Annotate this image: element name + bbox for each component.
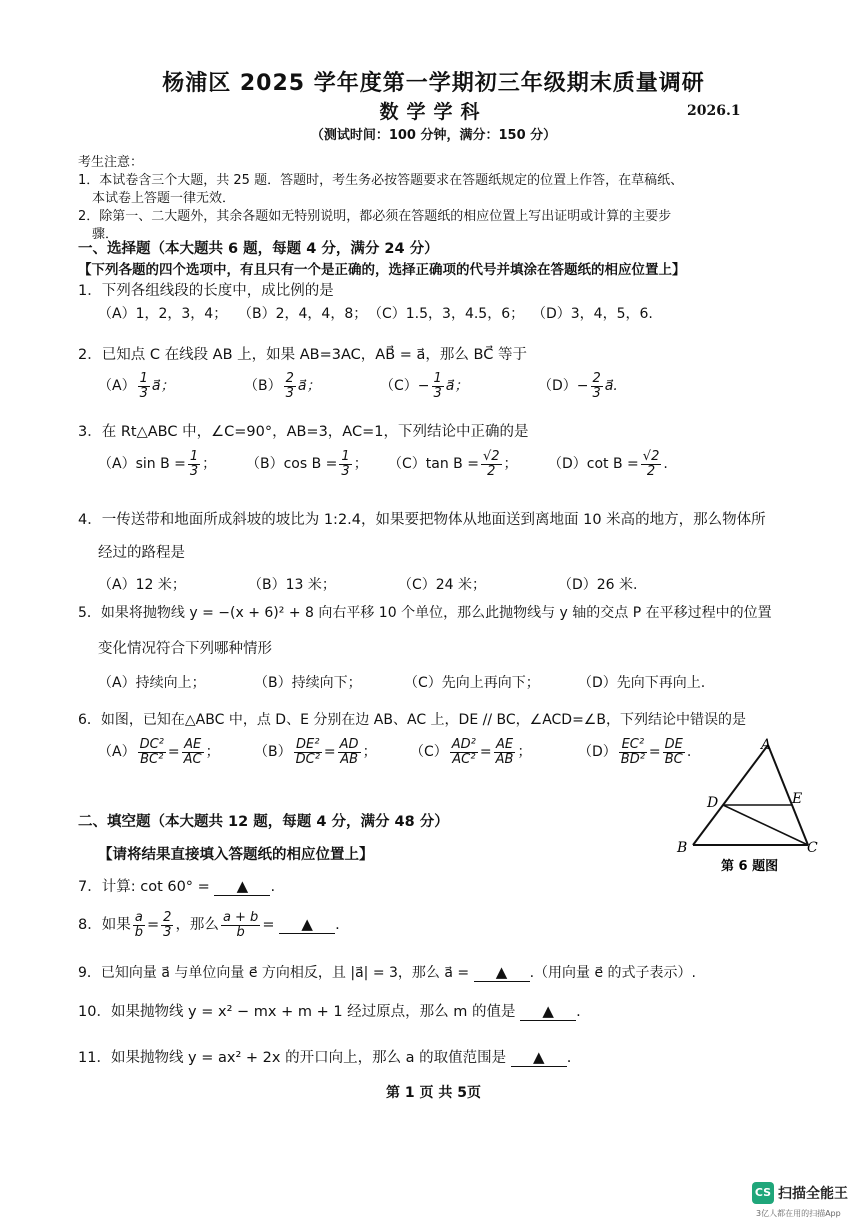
- q6-stem: 6．如图，已知在△ABC 中，点 D、E 分别在边 AB、AC 上，DE // BC，∠ACD=∠B，下列结论中错误的是: [78, 712, 746, 728]
- answer-blank: ▲: [279, 915, 335, 934]
- q5-option-a: （A）持续向上；: [98, 675, 206, 691]
- section2-heading: 二、填空题（本大题共 12 题，每题 4 分，满分 48 分）: [78, 814, 449, 830]
- notice-item-2-cont: 骤．: [92, 227, 119, 242]
- notice-item-2: 2．除第一、二大题外，其余各题如无特别说明，都必须在答题纸的相应位置上写出证明或计算的主要步: [78, 209, 672, 224]
- answer-blank: ▲: [520, 1002, 576, 1021]
- exam-date: 2026.1: [687, 103, 741, 119]
- q3-option-b: （B）cos B = $\frac{1}{3}$ ；: [246, 449, 368, 479]
- fraction: $\frac{DE}{BC}$: [664, 737, 683, 767]
- q5-option-c: （C）先向上再向下；: [404, 675, 540, 691]
- q7: 7．计算: cot 60° = ▲ .: [78, 877, 276, 895]
- side-ab: [693, 745, 768, 845]
- q3-options: [98, 450, 798, 490]
- q2-option-c: （C）− $\frac{1}{3}$ a⃗；: [380, 371, 469, 401]
- q1-option-c: （C）1.5，3，4.5，6；: [368, 306, 525, 322]
- q1-options: [98, 303, 798, 323]
- fraction: $\frac{AD}{AB}$: [339, 737, 359, 767]
- q5-line-1: 5．如果将抛物线 y = −(x + 6)² + 8 向右平移 10 个单位，那么此抛物线与 y 轴的交点 P 在平移过程中的位置: [78, 605, 772, 621]
- fraction: $\frac{\text{DC²}}{\text{BC²}}$: [139, 737, 164, 767]
- fraction: $\frac{1}{3}$: [341, 449, 350, 479]
- fraction: $\frac{\text{AD²}}{\text{AC²}}$: [451, 737, 476, 767]
- q1-option-d: （D）3，4，5，6.: [532, 306, 653, 322]
- answer-blank: ▲: [214, 877, 270, 896]
- q3-stem: 3．在 Rt△ABC 中，∠C=90°，AB=3，AC=1，下列结论中正确的是: [78, 424, 529, 440]
- page-number: 第 1 页 共 5页: [386, 1085, 481, 1101]
- q5-option-d: （D）先向下再向上.: [578, 675, 706, 691]
- scanner-app-name: 扫描全能王: [778, 1186, 848, 1202]
- fraction: $\frac{AE}{AC}$: [183, 737, 202, 767]
- q1-option-a: （A）1，2，3，4；: [98, 306, 228, 322]
- notice-heading: 考生注意：: [78, 155, 144, 170]
- subject-title: 数学学科: [379, 101, 488, 123]
- section1-heading: 一、选择题（本大题共 6 题，每题 4 分，满分 24 分）: [78, 241, 439, 257]
- label-c: C: [807, 840, 818, 856]
- label-b: B: [677, 840, 688, 856]
- q4-line-1: 4．一传送带和地面所成斜坡的坡比为 1:2.4，如果要把物体从地面送到离地面 10 米高的地方，那么物体所: [78, 512, 766, 528]
- fraction: $\frac{\text{EC²}}{\text{BD²}}$: [620, 737, 645, 767]
- fraction: $\frac{2}{3}$: [163, 910, 172, 940]
- section1-instruction: 【下列各题的四个选项中，有且只有一个是正确的，选择正确项的代号并填涂在答题纸的相应位置上】: [78, 262, 686, 278]
- fraction: $\frac{1}{3}$: [139, 371, 148, 401]
- section2-instruction: 【请将结果直接填入答题纸的相应位置上】: [98, 847, 374, 863]
- q10: 10．如果抛物线 y = x² − mx + m + 1 经过原点，那么 m 的值是 ▲ .: [78, 1002, 581, 1020]
- scanner-tagline: 3亿人都在用的扫描App: [756, 1209, 841, 1218]
- label-d: D: [707, 795, 719, 811]
- q5-line-2: 变化情况符合下列哪种情形: [98, 641, 272, 657]
- fraction: $\frac{\text{DE²}}{\text{DC²}}$: [295, 737, 320, 767]
- q4-option-d: （D）26 米.: [558, 577, 638, 593]
- fraction: $\frac{1}{3}$: [189, 449, 199, 479]
- fraction: $\frac{1}{3}$: [433, 371, 442, 401]
- q4-options: [98, 574, 798, 594]
- fraction: $\frac{√2}{2}$: [482, 449, 500, 479]
- fraction: $\frac{AE}{AB}$: [495, 737, 514, 767]
- q4-option-c: （C）24 米；: [398, 577, 487, 593]
- scanner-watermark: [752, 1182, 852, 1222]
- q2-option-a: （A） $\frac{1}{3}$ a⃗；: [98, 371, 175, 401]
- label-a: A: [761, 737, 772, 753]
- triangle-diagram: [675, 733, 825, 878]
- q3-option-c: （C）tan B = $\frac{√2}{2}$ ；: [388, 449, 518, 479]
- q5-option-b: （B）持续向下；: [254, 675, 362, 691]
- fraction: $\frac{2}{3}$: [592, 371, 601, 401]
- scanner-logo-icon: CS: [752, 1182, 774, 1204]
- q1-stem: 1．下列各组线段的长度中，成比例的是: [78, 283, 334, 299]
- fraction: $\frac{2}{3}$: [285, 371, 294, 401]
- fraction: $\frac{a}{b}$: [134, 910, 143, 940]
- q2-option-d: （D）− $\frac{2}{3}$ a⃗.: [538, 371, 618, 401]
- q2-options: [98, 372, 798, 412]
- q3-option-d: （D）cot B = $\frac{√2}{2}$ .: [548, 449, 668, 479]
- figure-caption: 第 6 题图: [721, 859, 779, 874]
- fraction: $\frac{√2}{2}$: [642, 449, 660, 479]
- answer-blank: ▲: [511, 1048, 567, 1067]
- q2-option-b: （B） $\frac{2}{3}$ a⃗；: [244, 371, 321, 401]
- q9: 9．已知向量 a⃗ 与单位向量 e⃗ 方向相反，且 |a⃗| = 3，那么 a⃗ = ▲ .（用向量 e⃗ 的式子表示）.: [78, 963, 696, 981]
- q11: 11．如果抛物线 y = ax² + 2x 的开口向上，那么 a 的取值范围是 ▲ .: [78, 1048, 572, 1066]
- q8: 8．如果 $\frac{a}{b}$ = $\frac{2}{3}$ ，那么 $\frac{a + b}{b}$ = ▲ .: [78, 910, 340, 940]
- q5-options: [98, 672, 798, 692]
- time-info: （测试时间：100 分钟，满分：150 分）: [310, 128, 557, 143]
- q2-stem: 2．已知点 C 在线段 AB 上，如果 AB=3AC，AB⃗ = a⃗，那么 BC⃗ 等于: [78, 347, 527, 363]
- q3-option-a: （A）sin B = $\frac{1}{3}$ ；: [98, 449, 217, 479]
- notice-item-1: 1．本试卷含三个大题，共 25 题．答题时，考生务必按答题要求在答题纸规定的位置上作答，在草稿纸、: [78, 173, 684, 188]
- q6-figure: [675, 733, 825, 878]
- q6-options: [98, 738, 718, 780]
- exam-title: 杨浦区 2025 学年度第一学期初三年级期末质量调研: [162, 71, 705, 96]
- q6-option-a: （A） $\frac{\text{DC²}}{\text{BC²}}$ = $\frac{AE}{AC}$ ；: [98, 737, 220, 767]
- q6-option-d: （D） $\frac{\text{EC²}}{\text{BD²}}$ = $\frac{DE}{BC}$ .: [578, 737, 692, 767]
- q4-option-b: （B）13 米；: [248, 577, 336, 593]
- q1-option-b: （B）2，4，4，8；: [238, 306, 368, 322]
- q4-option-a: （A）12 米；: [98, 577, 186, 593]
- answer-blank: ▲: [474, 963, 530, 982]
- q6-option-c: （C） $\frac{\text{AD²}}{\text{AC²}}$ = $\frac{AE}{AB}$ ；: [410, 737, 532, 767]
- q4-line-2: 经过的路程是: [98, 545, 185, 561]
- q6-option-b: （B） $\frac{\text{DE²}}{\text{DC²}}$ = $\frac{AD}{AB}$ ；: [254, 737, 377, 767]
- fraction: $\frac{a + b}{b}$: [222, 910, 259, 940]
- label-e: E: [792, 791, 803, 807]
- notice-item-1-cont: 本试卷上答题一律无效．: [92, 191, 236, 206]
